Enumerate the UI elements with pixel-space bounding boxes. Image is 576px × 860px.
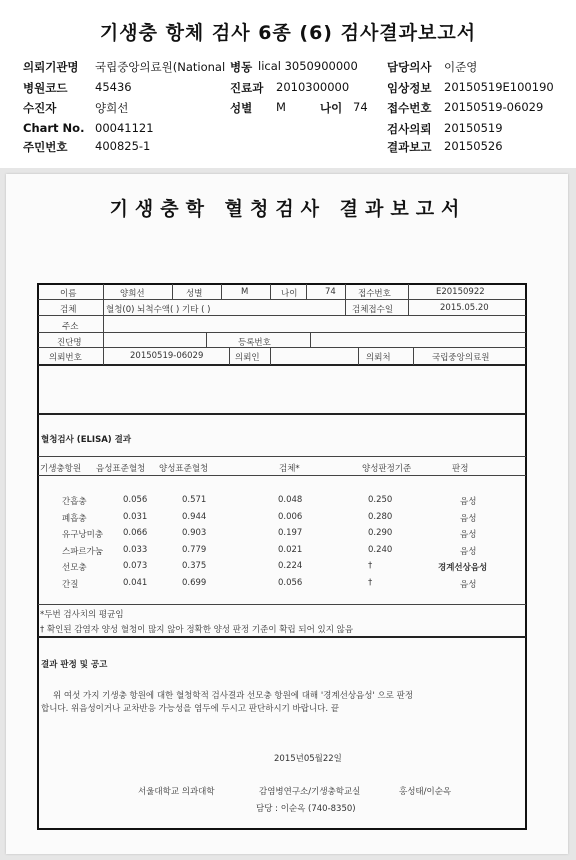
clinical-info-label: 임상정보 bbox=[387, 81, 432, 95]
criteria-value: 0.240 bbox=[368, 544, 393, 555]
chart-no-label: Chart No. bbox=[23, 121, 85, 135]
sex-label-scan: 성별 bbox=[186, 289, 203, 299]
contact-person: 담당 : 이순옥 (740-8350) bbox=[256, 804, 356, 814]
criteria-value: 0.290 bbox=[368, 528, 393, 538]
age-value-scan: 74 bbox=[325, 287, 336, 297]
criteria-value: † bbox=[368, 561, 373, 571]
sex-value-scan: M bbox=[241, 287, 249, 297]
receipt-no-value: 20150519-06029 bbox=[444, 100, 544, 114]
sample-value: 0.021 bbox=[278, 544, 303, 555]
positive-serum-value: 0.699 bbox=[182, 577, 207, 588]
result-value: 음성 bbox=[460, 579, 477, 590]
specimen-date-label: 검체접수일 bbox=[352, 305, 394, 315]
antigen: 스파르가눔 bbox=[62, 546, 104, 557]
test-request-label: 검사의뢰 bbox=[387, 122, 432, 136]
negative-serum-value: 0.056 bbox=[123, 495, 148, 505]
address-label: 주소 bbox=[62, 322, 79, 332]
doctor-label: 담당의사 bbox=[387, 60, 432, 74]
negative-serum-value: 0.033 bbox=[123, 544, 148, 555]
patient-label: 수진자 bbox=[23, 101, 57, 115]
chart-no-value: 00041121 bbox=[95, 121, 154, 135]
result-report-label: 결과보고 bbox=[387, 140, 432, 154]
antigen: 유구낭미충 bbox=[62, 530, 104, 540]
conclusion-heading: 결과 판정 및 공고 bbox=[41, 660, 108, 670]
antigen: 간흡충 bbox=[62, 497, 87, 507]
antigen: 폐흡충 bbox=[62, 513, 87, 524]
resident-id-value: 400825-1 bbox=[95, 139, 151, 153]
sample-value: 0.224 bbox=[278, 561, 303, 571]
receipt-value-scan: E20150922 bbox=[436, 287, 485, 297]
col-negative-serum: 음성표준혈청 bbox=[96, 464, 146, 474]
negative-serum-value: 0.073 bbox=[123, 561, 148, 571]
elisa-heading: 혈청검사 (ELISA) 결과 bbox=[41, 435, 132, 445]
name-value: 양희선 bbox=[120, 289, 145, 299]
result-value: 음성 bbox=[460, 497, 477, 507]
request-place-label: 의뢰처 bbox=[366, 353, 391, 363]
antigen: 간질 bbox=[62, 579, 79, 590]
positive-serum-value: 0.944 bbox=[182, 511, 207, 522]
col-antigen: 기생충항원 bbox=[40, 464, 82, 474]
antigen: 선모충 bbox=[62, 563, 87, 573]
scanned-report-title: 기생충학 혈청검사 결과보고서 bbox=[109, 198, 467, 220]
negative-serum-value: 0.041 bbox=[123, 577, 148, 588]
sample-value: 0.056 bbox=[278, 577, 303, 588]
criteria-value: † bbox=[368, 577, 373, 588]
resident-id-label: 주민번호 bbox=[23, 140, 68, 154]
test-request-value: 20150519 bbox=[444, 121, 503, 135]
receipt-no-label: 접수번호 bbox=[387, 101, 432, 115]
criteria-value: 0.280 bbox=[368, 511, 393, 522]
specimen-label: 검체 bbox=[60, 305, 77, 315]
result-value: 음성 bbox=[460, 513, 477, 524]
specimen-date-value: 2015.05.20 bbox=[440, 303, 489, 313]
col-positive-serum: 양성표준혈청 bbox=[159, 464, 209, 474]
col-criteria: 양성판정기준 bbox=[362, 464, 412, 474]
footnote-average: *두번 검사치의 평균임 bbox=[40, 610, 124, 620]
negative-serum-value: 0.031 bbox=[123, 511, 148, 522]
doctor-value: 이준영 bbox=[444, 60, 478, 74]
name-label: 이름 bbox=[60, 289, 77, 299]
hospital-code-label: 병원코드 bbox=[23, 81, 68, 95]
request-place-value: 국립중앙의료원 bbox=[432, 353, 490, 363]
age-label-scan: 나이 bbox=[281, 289, 298, 299]
requesting-org-label: 의뢰기관명 bbox=[23, 60, 79, 74]
report-title: 기생충 항체 검사 6종 (6) 검사결과보고서 bbox=[99, 22, 477, 44]
patient-value: 양희선 bbox=[95, 101, 129, 115]
positive-serum-value: 0.571 bbox=[182, 495, 207, 505]
clinical-info-value: 20150519E100190 bbox=[444, 80, 554, 94]
specimen-value: 혈청(0) 뇌척수액( ) 기타 ( ) bbox=[106, 305, 211, 315]
col-sample: 검체* bbox=[279, 464, 300, 474]
ward-label: 병동 bbox=[230, 60, 253, 74]
dept-label: 진료과 bbox=[230, 81, 264, 95]
conclusion-line-1: 위 여섯 가지 기생충 항원에 대한 혈청학적 검사결과 선모충 항원에 대해 '경계선상음성' 으로 판정 bbox=[53, 691, 414, 701]
request-no-value: 20150519-06029 bbox=[130, 351, 204, 361]
conclusion-line-2: 합니다. 위음성이거나 교차반응 가능성을 염두에 두시고 판단하시기 바랍니다. 끝 bbox=[41, 704, 339, 714]
result-report-value: 20150526 bbox=[444, 139, 503, 153]
result-value: 음성 bbox=[460, 546, 477, 557]
ward-value: lical 3050900000 bbox=[258, 59, 358, 73]
hospital-code-value: 45436 bbox=[95, 80, 132, 94]
receipt-label-scan: 접수번호 bbox=[358, 289, 391, 299]
registration-no-label: 등록번호 bbox=[238, 338, 271, 348]
result-value: 음성 bbox=[460, 530, 477, 540]
negative-serum-value: 0.066 bbox=[123, 528, 148, 538]
signing-names: 홍성태/이순옥 bbox=[399, 787, 452, 797]
requester-label: 의뢰인 bbox=[235, 353, 260, 363]
col-result: 판정 bbox=[452, 464, 469, 474]
sex-label: 성별 bbox=[230, 101, 253, 115]
signing-department: 감염병연구소/기생충학교실 bbox=[259, 787, 361, 797]
positive-serum-value: 0.903 bbox=[182, 528, 207, 538]
sample-value: 0.197 bbox=[278, 528, 303, 538]
positive-serum-value: 0.375 bbox=[182, 561, 207, 571]
requesting-org-value: 국립중앙의료원(National bbox=[95, 60, 226, 74]
sex-value: M bbox=[276, 100, 286, 114]
age-value: 74 bbox=[353, 100, 368, 114]
sample-value: 0.048 bbox=[278, 495, 303, 505]
dept-value: 2010300000 bbox=[276, 80, 350, 94]
positive-serum-value: 0.779 bbox=[182, 544, 207, 555]
diagnosis-label: 진단명 bbox=[57, 338, 82, 348]
age-label: 나이 bbox=[320, 101, 343, 115]
footnote-criteria: † 확인된 감염자 양성 혈청이 많지 않아 정확한 양성 판정 기준이 확립 되어 있지 않음 bbox=[40, 625, 354, 635]
sample-value: 0.006 bbox=[278, 511, 303, 522]
signing-university: 서울대학교 의과대학 bbox=[138, 787, 215, 797]
request-no-label: 의뢰번호 bbox=[49, 353, 82, 363]
criteria-value: 0.250 bbox=[368, 495, 393, 505]
report-date: 2015년05월22일 bbox=[274, 754, 342, 764]
result-value: 경계선상음성 bbox=[438, 563, 488, 573]
